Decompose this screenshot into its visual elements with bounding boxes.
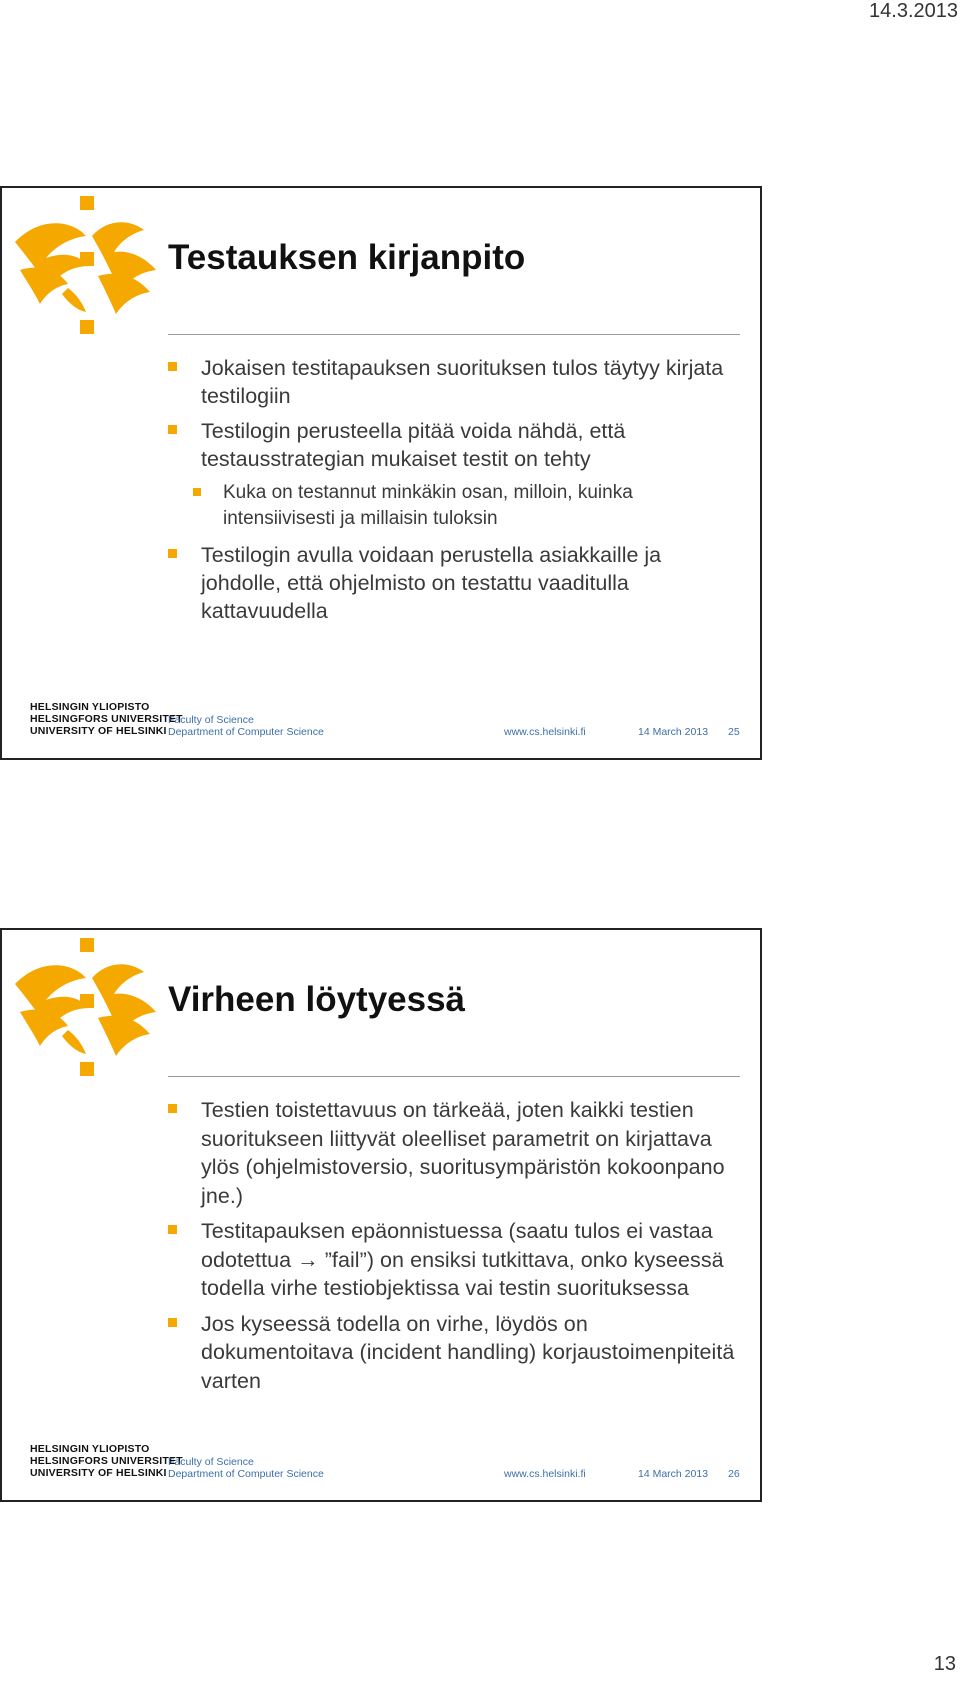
slide-title: Virheen löytyessä (168, 980, 466, 1019)
footer-url: www.cs.helsinki.fi (504, 1468, 586, 1480)
title-divider (168, 334, 740, 335)
bullet-item: Testitapauksen epäonnistuessa (saatu tulos ei vastaa odotettua → ”fail”) on ensiksi tutkittava, onko kyseessä todella virhe testiobjektissa vai testin suorituksessa (168, 1217, 744, 1303)
bullet-item: Testilogin avulla voidaan perustella asiakkaille ja johdolle, että ohjelmisto on testattu vaaditulla kattavuudella (168, 541, 744, 625)
page-date: 14.3.2013 (869, 0, 958, 22)
footer-department (168, 714, 324, 738)
slide-25 (0, 186, 762, 760)
footer-date: 14 March 2013 (638, 1468, 709, 1480)
footer-department-name: Department of Computer Science (168, 726, 324, 738)
bullet-item: Jos kyseessä todella on virhe, löydös on dokumentoitava (incident handling) korjaustoimenpiteitä varten (168, 1310, 744, 1396)
footer-faculty: Faculty of Science (168, 714, 254, 726)
footer-slide-number: 26 (728, 1468, 740, 1480)
helsinki-flame-logo-icon (10, 936, 165, 1081)
bullet-list (168, 1096, 744, 1402)
sub-bullet-item: Kuka on testannut minkäkin osan, milloin, kuinka intensiivisesti ja millaisin tuloksin (168, 480, 744, 532)
footer-department (168, 1456, 324, 1480)
footer-date: 14 March 2013 (638, 726, 709, 738)
bullet-item: Testilogin perusteella pitää voida nähdä, että testausstrategian mukaiset testit on tehty (168, 417, 744, 473)
page-number: 13 (933, 1653, 956, 1675)
bullet-item: Testien toistettavuus on tärkeää, joten kaikki testien suoritukseen liittyvät oleelliset parametrit on kirjattava ylös (ohjelmistoversio, suoritusympäristön kokoonpano jne.) (168, 1096, 744, 1210)
university-wordmark: HELSINGIN YLIOPISTO HELSINGFORS UNIVERSITET UNIVERSITY OF HELSINKI (30, 1443, 183, 1479)
slide-26 (0, 928, 762, 1502)
university-wordmark: HELSINGIN YLIOPISTO HELSINGFORS UNIVERSITET UNIVERSITY OF HELSINKI (30, 701, 183, 737)
title-divider (168, 1076, 740, 1077)
bullet-list (168, 354, 744, 632)
footer-slide-number: 25 (728, 726, 740, 738)
footer-faculty: Faculty of Science (168, 1456, 254, 1468)
bullet-item: Jokaisen testitapauksen suorituksen tulos täytyy kirjata testilogiin (168, 354, 744, 410)
footer-department-name: Department of Computer Science (168, 1468, 324, 1480)
footer-url: www.cs.helsinki.fi (504, 726, 586, 738)
helsinki-flame-logo-icon (10, 194, 165, 339)
slide-title: Testauksen kirjanpito (168, 238, 526, 277)
